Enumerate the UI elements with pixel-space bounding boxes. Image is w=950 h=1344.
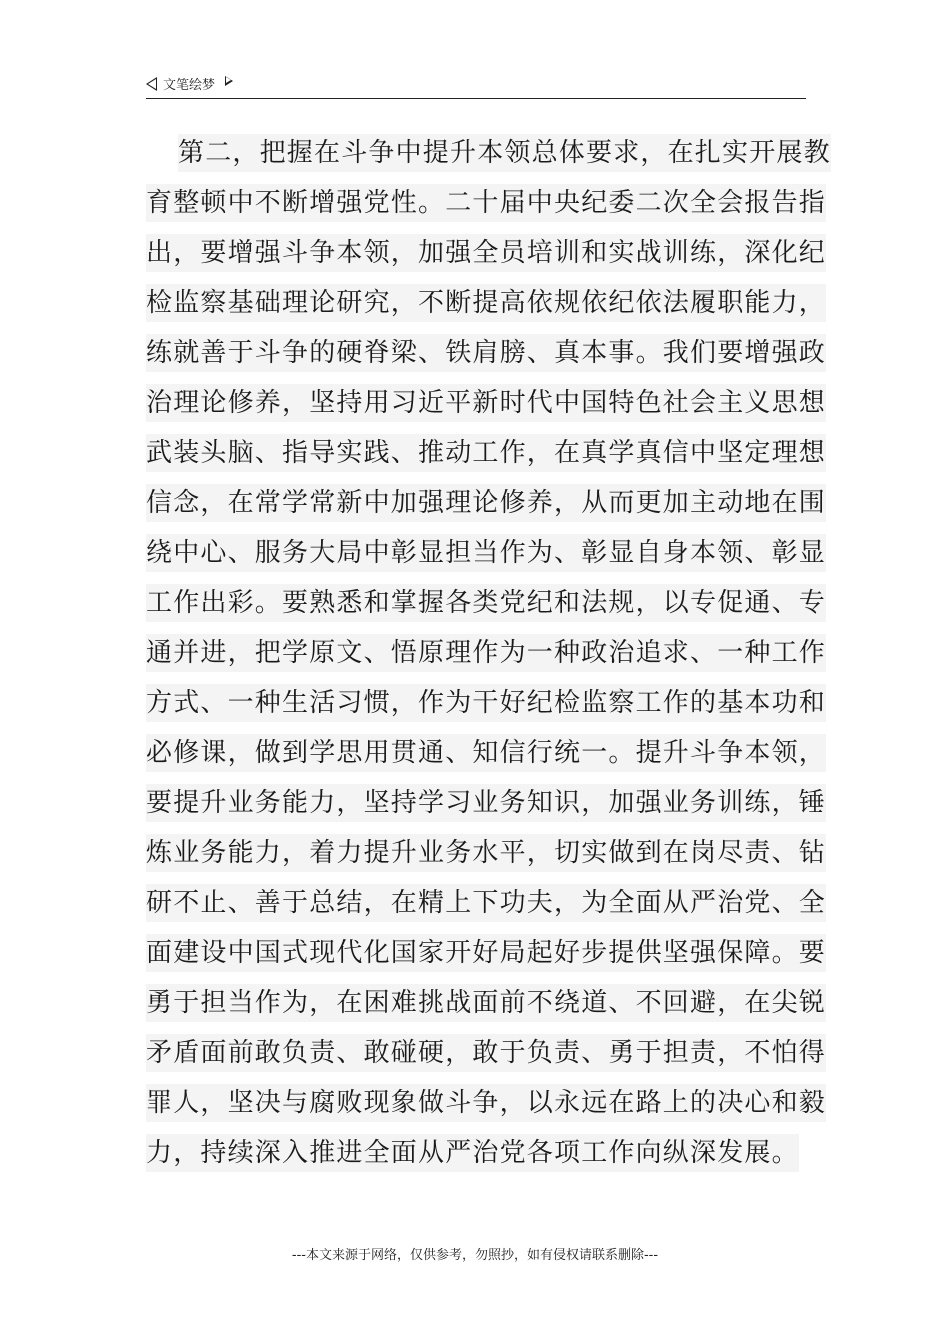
left-triangle-icon	[146, 77, 157, 91]
footer-disclaimer: ---本文来源于网络，仅供参考，勿照抄，如有侵权请联系删除---	[291, 1248, 659, 1263]
paragraph-line: 勇于担当作为，在困难挑战面前不绕道、不回避，在尖锐	[146, 978, 786, 1028]
document-body	[146, 128, 831, 1178]
paragraph-line: 育整顿中不断增强党性。二十届中央纪委二次全会报告指	[146, 178, 786, 228]
page-header	[146, 72, 806, 99]
paragraph-line: 要提升业务能力，坚持学习业务知识，加强业务训练，锤	[146, 778, 786, 828]
paragraph-line: 练就善于斗争的硬脊梁、铁肩膀、真本事。我们要增强政	[146, 328, 786, 378]
paragraph-line: 罪人，坚决与腐败现象做斗争，以永远在路上的决心和毅	[146, 1078, 786, 1128]
paragraph-line: 矛盾面前敢负责、敢碰硬，敢于负责、勇于担责，不怕得	[146, 1028, 786, 1078]
paragraph-line: 第二，把握在斗争中提升本领总体要求，在扎实开展教	[146, 128, 786, 178]
paragraph-line: 炼业务能力，着力提升业务水平，切实做到在岗尽责、钻	[146, 828, 786, 878]
paragraph-line: 方式、一种生活习惯，作为干好纪检监察工作的基本功和	[146, 678, 786, 728]
paragraph-line: 必修课，做到学思用贯通、知信行统一。提升斗争本领，	[146, 728, 786, 778]
paragraph-line: 通并进，把学原文、悟原理作为一种政治追求、一种工作	[146, 628, 786, 678]
paragraph-line: 出，要增强斗争本领，加强全员培训和实战训练，深化纪	[146, 228, 786, 278]
paragraph-line: 武装头脑、指导实践、推动工作，在真学真信中坚定理想	[146, 428, 786, 478]
paragraph-line: 面建设中国式现代化国家开好局起好步提供坚强保障。要	[146, 928, 786, 978]
header-brand	[146, 74, 233, 93]
paragraph-line: 绕中心、服务大局中彰显担当作为、彰显自身本领、彰显	[146, 528, 786, 578]
right-triangle-icon	[225, 76, 233, 86]
paragraph-line: 力，持续深入推进全面从严治党各项工作向纵深发展。	[146, 1128, 786, 1178]
paragraph-line: 研不止、善于总结，在精上下功夫，为全面从严治党、全	[146, 878, 786, 928]
brand-name: 文笔绘梦	[163, 78, 216, 93]
paragraph-line: 工作出彩。要熟悉和掌握各类党纪和法规，以专促通、专	[146, 578, 786, 628]
paragraph-line: 检监察基础理论研究，不断提高依规依纪依法履职能力，	[146, 278, 786, 328]
paragraph-line: 治理论修养，坚持用习近平新时代中国特色社会主义思想	[146, 378, 786, 428]
paragraph-line: 信念，在常学常新中加强理论修养，从而更加主动地在围	[146, 478, 786, 528]
